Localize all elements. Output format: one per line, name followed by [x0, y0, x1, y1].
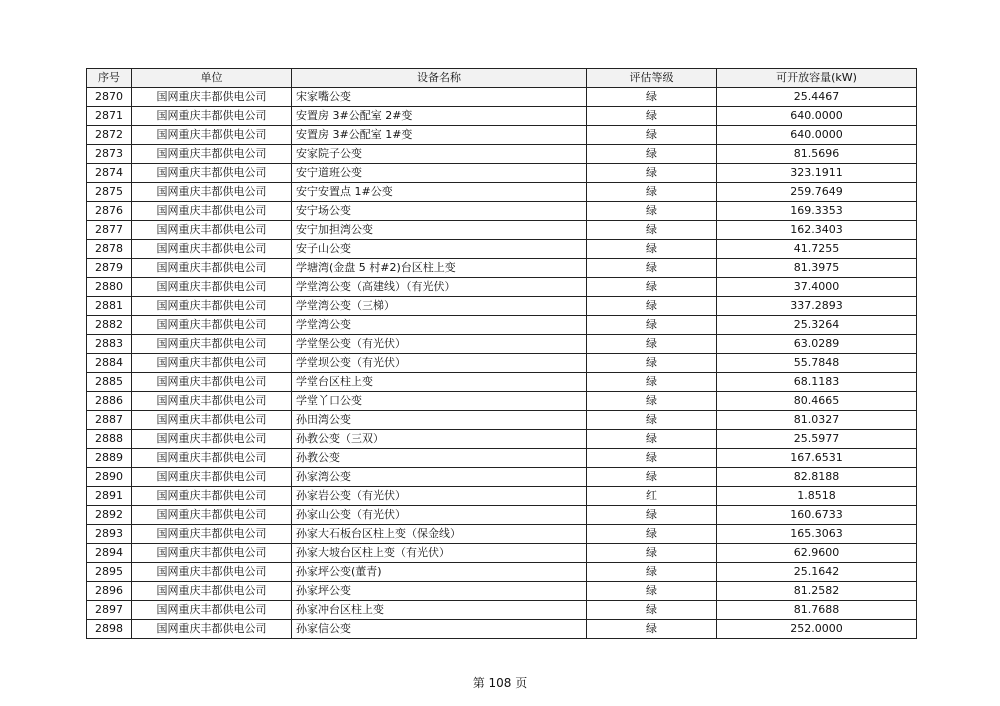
cell-capacity: 25.4467 [717, 88, 917, 107]
cell-unit: 国网重庆丰都供电公司 [132, 468, 292, 487]
cell-device-name: 学堂丫口公变 [292, 392, 587, 411]
cell-grade: 绿 [587, 278, 717, 297]
table-row [87, 88, 917, 107]
cell-seq: 2873 [87, 145, 132, 164]
cell-capacity: 37.4000 [717, 278, 917, 297]
cell-seq: 2883 [87, 335, 132, 354]
cell-capacity: 1.8518 [717, 487, 917, 506]
header-capacity: 可开放容量(kW) [717, 69, 917, 88]
cell-unit: 国网重庆丰都供电公司 [132, 582, 292, 601]
cell-seq: 2871 [87, 107, 132, 126]
cell-grade: 绿 [587, 316, 717, 335]
cell-capacity: 165.3063 [717, 525, 917, 544]
cell-capacity: 25.1642 [717, 563, 917, 582]
table-body [87, 88, 917, 639]
table-row [87, 335, 917, 354]
table-row [87, 259, 917, 278]
table-row [87, 392, 917, 411]
cell-capacity: 68.1183 [717, 373, 917, 392]
cell-unit: 国网重庆丰都供电公司 [132, 240, 292, 259]
table-row [87, 468, 917, 487]
cell-seq: 2872 [87, 126, 132, 145]
cell-unit: 国网重庆丰都供电公司 [132, 620, 292, 639]
cell-device-name: 学堂湾公变（高建线）（有光伏） [292, 278, 587, 297]
cell-seq: 2891 [87, 487, 132, 506]
cell-capacity: 81.5696 [717, 145, 917, 164]
table-row [87, 202, 917, 221]
cell-seq: 2882 [87, 316, 132, 335]
cell-grade: 绿 [587, 506, 717, 525]
cell-unit: 国网重庆丰都供电公司 [132, 126, 292, 145]
cell-capacity: 25.5977 [717, 430, 917, 449]
table-header-row [87, 69, 917, 88]
cell-grade: 绿 [587, 563, 717, 582]
cell-unit: 国网重庆丰都供电公司 [132, 373, 292, 392]
cell-device-name: 安宁安置点 1#公变 [292, 183, 587, 202]
cell-grade: 红 [587, 487, 717, 506]
cell-grade: 绿 [587, 164, 717, 183]
cell-capacity: 162.3403 [717, 221, 917, 240]
cell-seq: 2876 [87, 202, 132, 221]
cell-device-name: 孙家湾公变 [292, 468, 587, 487]
cell-seq: 2898 [87, 620, 132, 639]
cell-grade: 绿 [587, 411, 717, 430]
cell-grade: 绿 [587, 544, 717, 563]
cell-unit: 国网重庆丰都供电公司 [132, 335, 292, 354]
cell-capacity: 81.7688 [717, 601, 917, 620]
cell-seq: 2887 [87, 411, 132, 430]
cell-capacity: 80.4665 [717, 392, 917, 411]
cell-device-name: 安子山公变 [292, 240, 587, 259]
cell-device-name: 学堂台区柱上变 [292, 373, 587, 392]
cell-capacity: 81.3975 [717, 259, 917, 278]
cell-device-name: 宋家嘴公变 [292, 88, 587, 107]
cell-grade: 绿 [587, 202, 717, 221]
header-device-name: 设备名称 [292, 69, 587, 88]
table-row [87, 582, 917, 601]
cell-grade: 绿 [587, 449, 717, 468]
table-row [87, 278, 917, 297]
cell-grade: 绿 [587, 468, 717, 487]
cell-capacity: 169.3353 [717, 202, 917, 221]
table-row [87, 506, 917, 525]
table-row [87, 601, 917, 620]
cell-unit: 国网重庆丰都供电公司 [132, 525, 292, 544]
cell-grade: 绿 [587, 183, 717, 202]
table-row [87, 297, 917, 316]
cell-device-name: 孙家冲台区柱上变 [292, 601, 587, 620]
cell-device-name: 安宁场公变 [292, 202, 587, 221]
cell-unit: 国网重庆丰都供电公司 [132, 392, 292, 411]
table-row [87, 164, 917, 183]
cell-capacity: 252.0000 [717, 620, 917, 639]
cell-unit: 国网重庆丰都供电公司 [132, 544, 292, 563]
cell-unit: 国网重庆丰都供电公司 [132, 354, 292, 373]
cell-capacity: 63.0289 [717, 335, 917, 354]
cell-seq: 2874 [87, 164, 132, 183]
cell-unit: 国网重庆丰都供电公司 [132, 449, 292, 468]
cell-grade: 绿 [587, 620, 717, 639]
cell-seq: 2890 [87, 468, 132, 487]
cell-unit: 国网重庆丰都供电公司 [132, 88, 292, 107]
cell-device-name: 孙家坪公变 [292, 582, 587, 601]
cell-seq: 2889 [87, 449, 132, 468]
cell-capacity: 160.6733 [717, 506, 917, 525]
cell-grade: 绿 [587, 373, 717, 392]
cell-capacity: 55.7848 [717, 354, 917, 373]
cell-unit: 国网重庆丰都供电公司 [132, 202, 292, 221]
cell-capacity: 323.1911 [717, 164, 917, 183]
table-row [87, 145, 917, 164]
table-row [87, 126, 917, 145]
table-row [87, 620, 917, 639]
cell-grade: 绿 [587, 259, 717, 278]
capacity-table [86, 68, 917, 639]
table-row [87, 544, 917, 563]
cell-seq: 2870 [87, 88, 132, 107]
cell-seq: 2879 [87, 259, 132, 278]
table-row [87, 563, 917, 582]
cell-device-name: 安宁道班公变 [292, 164, 587, 183]
header-unit: 单位 [132, 69, 292, 88]
cell-grade: 绿 [587, 145, 717, 164]
cell-unit: 国网重庆丰都供电公司 [132, 563, 292, 582]
cell-device-name: 学堂堡公变（有光伏） [292, 335, 587, 354]
table-row [87, 525, 917, 544]
cell-unit: 国网重庆丰都供电公司 [132, 107, 292, 126]
table-row [87, 487, 917, 506]
cell-seq: 2896 [87, 582, 132, 601]
cell-device-name: 安宁加担湾公变 [292, 221, 587, 240]
cell-grade: 绿 [587, 297, 717, 316]
table-row [87, 430, 917, 449]
cell-capacity: 41.7255 [717, 240, 917, 259]
cell-seq: 2884 [87, 354, 132, 373]
header-seq: 序号 [87, 69, 132, 88]
cell-device-name: 孙家大石板台区柱上变（保金线） [292, 525, 587, 544]
cell-capacity: 81.0327 [717, 411, 917, 430]
cell-device-name: 学堂坝公变（有光伏） [292, 354, 587, 373]
cell-device-name: 学塘湾(金盘 5 村#2)台区柱上变 [292, 259, 587, 278]
cell-seq: 2875 [87, 183, 132, 202]
table-row [87, 316, 917, 335]
table-row [87, 449, 917, 468]
cell-grade: 绿 [587, 88, 717, 107]
cell-device-name: 安家院子公变 [292, 145, 587, 164]
cell-unit: 国网重庆丰都供电公司 [132, 506, 292, 525]
cell-unit: 国网重庆丰都供电公司 [132, 221, 292, 240]
cell-unit: 国网重庆丰都供电公司 [132, 145, 292, 164]
cell-grade: 绿 [587, 601, 717, 620]
cell-unit: 国网重庆丰都供电公司 [132, 316, 292, 335]
cell-grade: 绿 [587, 335, 717, 354]
cell-unit: 国网重庆丰都供电公司 [132, 183, 292, 202]
cell-unit: 国网重庆丰都供电公司 [132, 278, 292, 297]
cell-capacity: 25.3264 [717, 316, 917, 335]
cell-device-name: 孙家坪公变(董青) [292, 563, 587, 582]
cell-capacity: 640.0000 [717, 107, 917, 126]
cell-seq: 2886 [87, 392, 132, 411]
page-number: 第 108 页 [472, 676, 528, 690]
cell-unit: 国网重庆丰都供电公司 [132, 430, 292, 449]
table-row [87, 107, 917, 126]
table-row [87, 240, 917, 259]
cell-unit: 国网重庆丰都供电公司 [132, 297, 292, 316]
cell-seq: 2894 [87, 544, 132, 563]
cell-device-name: 孙田湾公变 [292, 411, 587, 430]
cell-grade: 绿 [587, 240, 717, 259]
cell-unit: 国网重庆丰都供电公司 [132, 259, 292, 278]
table-row [87, 373, 917, 392]
cell-seq: 2895 [87, 563, 132, 582]
cell-grade: 绿 [587, 392, 717, 411]
cell-grade: 绿 [587, 126, 717, 145]
cell-device-name: 孙教公变（三双） [292, 430, 587, 449]
cell-device-name: 孙家山公变（有光伏） [292, 506, 587, 525]
table-row [87, 183, 917, 202]
cell-device-name: 孙教公变 [292, 449, 587, 468]
cell-seq: 2892 [87, 506, 132, 525]
cell-unit: 国网重庆丰都供电公司 [132, 487, 292, 506]
cell-grade: 绿 [587, 525, 717, 544]
cell-seq: 2880 [87, 278, 132, 297]
table-row [87, 221, 917, 240]
cell-capacity: 82.8188 [717, 468, 917, 487]
cell-grade: 绿 [587, 107, 717, 126]
cell-seq: 2885 [87, 373, 132, 392]
cell-grade: 绿 [587, 221, 717, 240]
cell-device-name: 学堂湾公变（三梯） [292, 297, 587, 316]
cell-device-name: 孙家大坡台区柱上变（有光伏） [292, 544, 587, 563]
cell-capacity: 62.9600 [717, 544, 917, 563]
cell-device-name: 安置房 3#公配室 1#变 [292, 126, 587, 145]
cell-seq: 2893 [87, 525, 132, 544]
cell-seq: 2881 [87, 297, 132, 316]
cell-capacity: 167.6531 [717, 449, 917, 468]
cell-device-name: 孙家岩公变（有光伏） [292, 487, 587, 506]
cell-seq: 2897 [87, 601, 132, 620]
cell-seq: 2877 [87, 221, 132, 240]
cell-capacity: 81.2582 [717, 582, 917, 601]
cell-unit: 国网重庆丰都供电公司 [132, 164, 292, 183]
cell-unit: 国网重庆丰都供电公司 [132, 601, 292, 620]
cell-grade: 绿 [587, 354, 717, 373]
cell-capacity: 640.0000 [717, 126, 917, 145]
cell-device-name: 孙家信公变 [292, 620, 587, 639]
cell-seq: 2878 [87, 240, 132, 259]
table-row [87, 411, 917, 430]
header-grade: 评估等级 [587, 69, 717, 88]
cell-seq: 2888 [87, 430, 132, 449]
cell-grade: 绿 [587, 430, 717, 449]
cell-capacity: 337.2893 [717, 297, 917, 316]
cell-unit: 国网重庆丰都供电公司 [132, 411, 292, 430]
cell-device-name: 安置房 3#公配室 2#变 [292, 107, 587, 126]
cell-capacity: 259.7649 [717, 183, 917, 202]
cell-grade: 绿 [587, 582, 717, 601]
cell-device-name: 学堂湾公变 [292, 316, 587, 335]
table-row [87, 354, 917, 373]
